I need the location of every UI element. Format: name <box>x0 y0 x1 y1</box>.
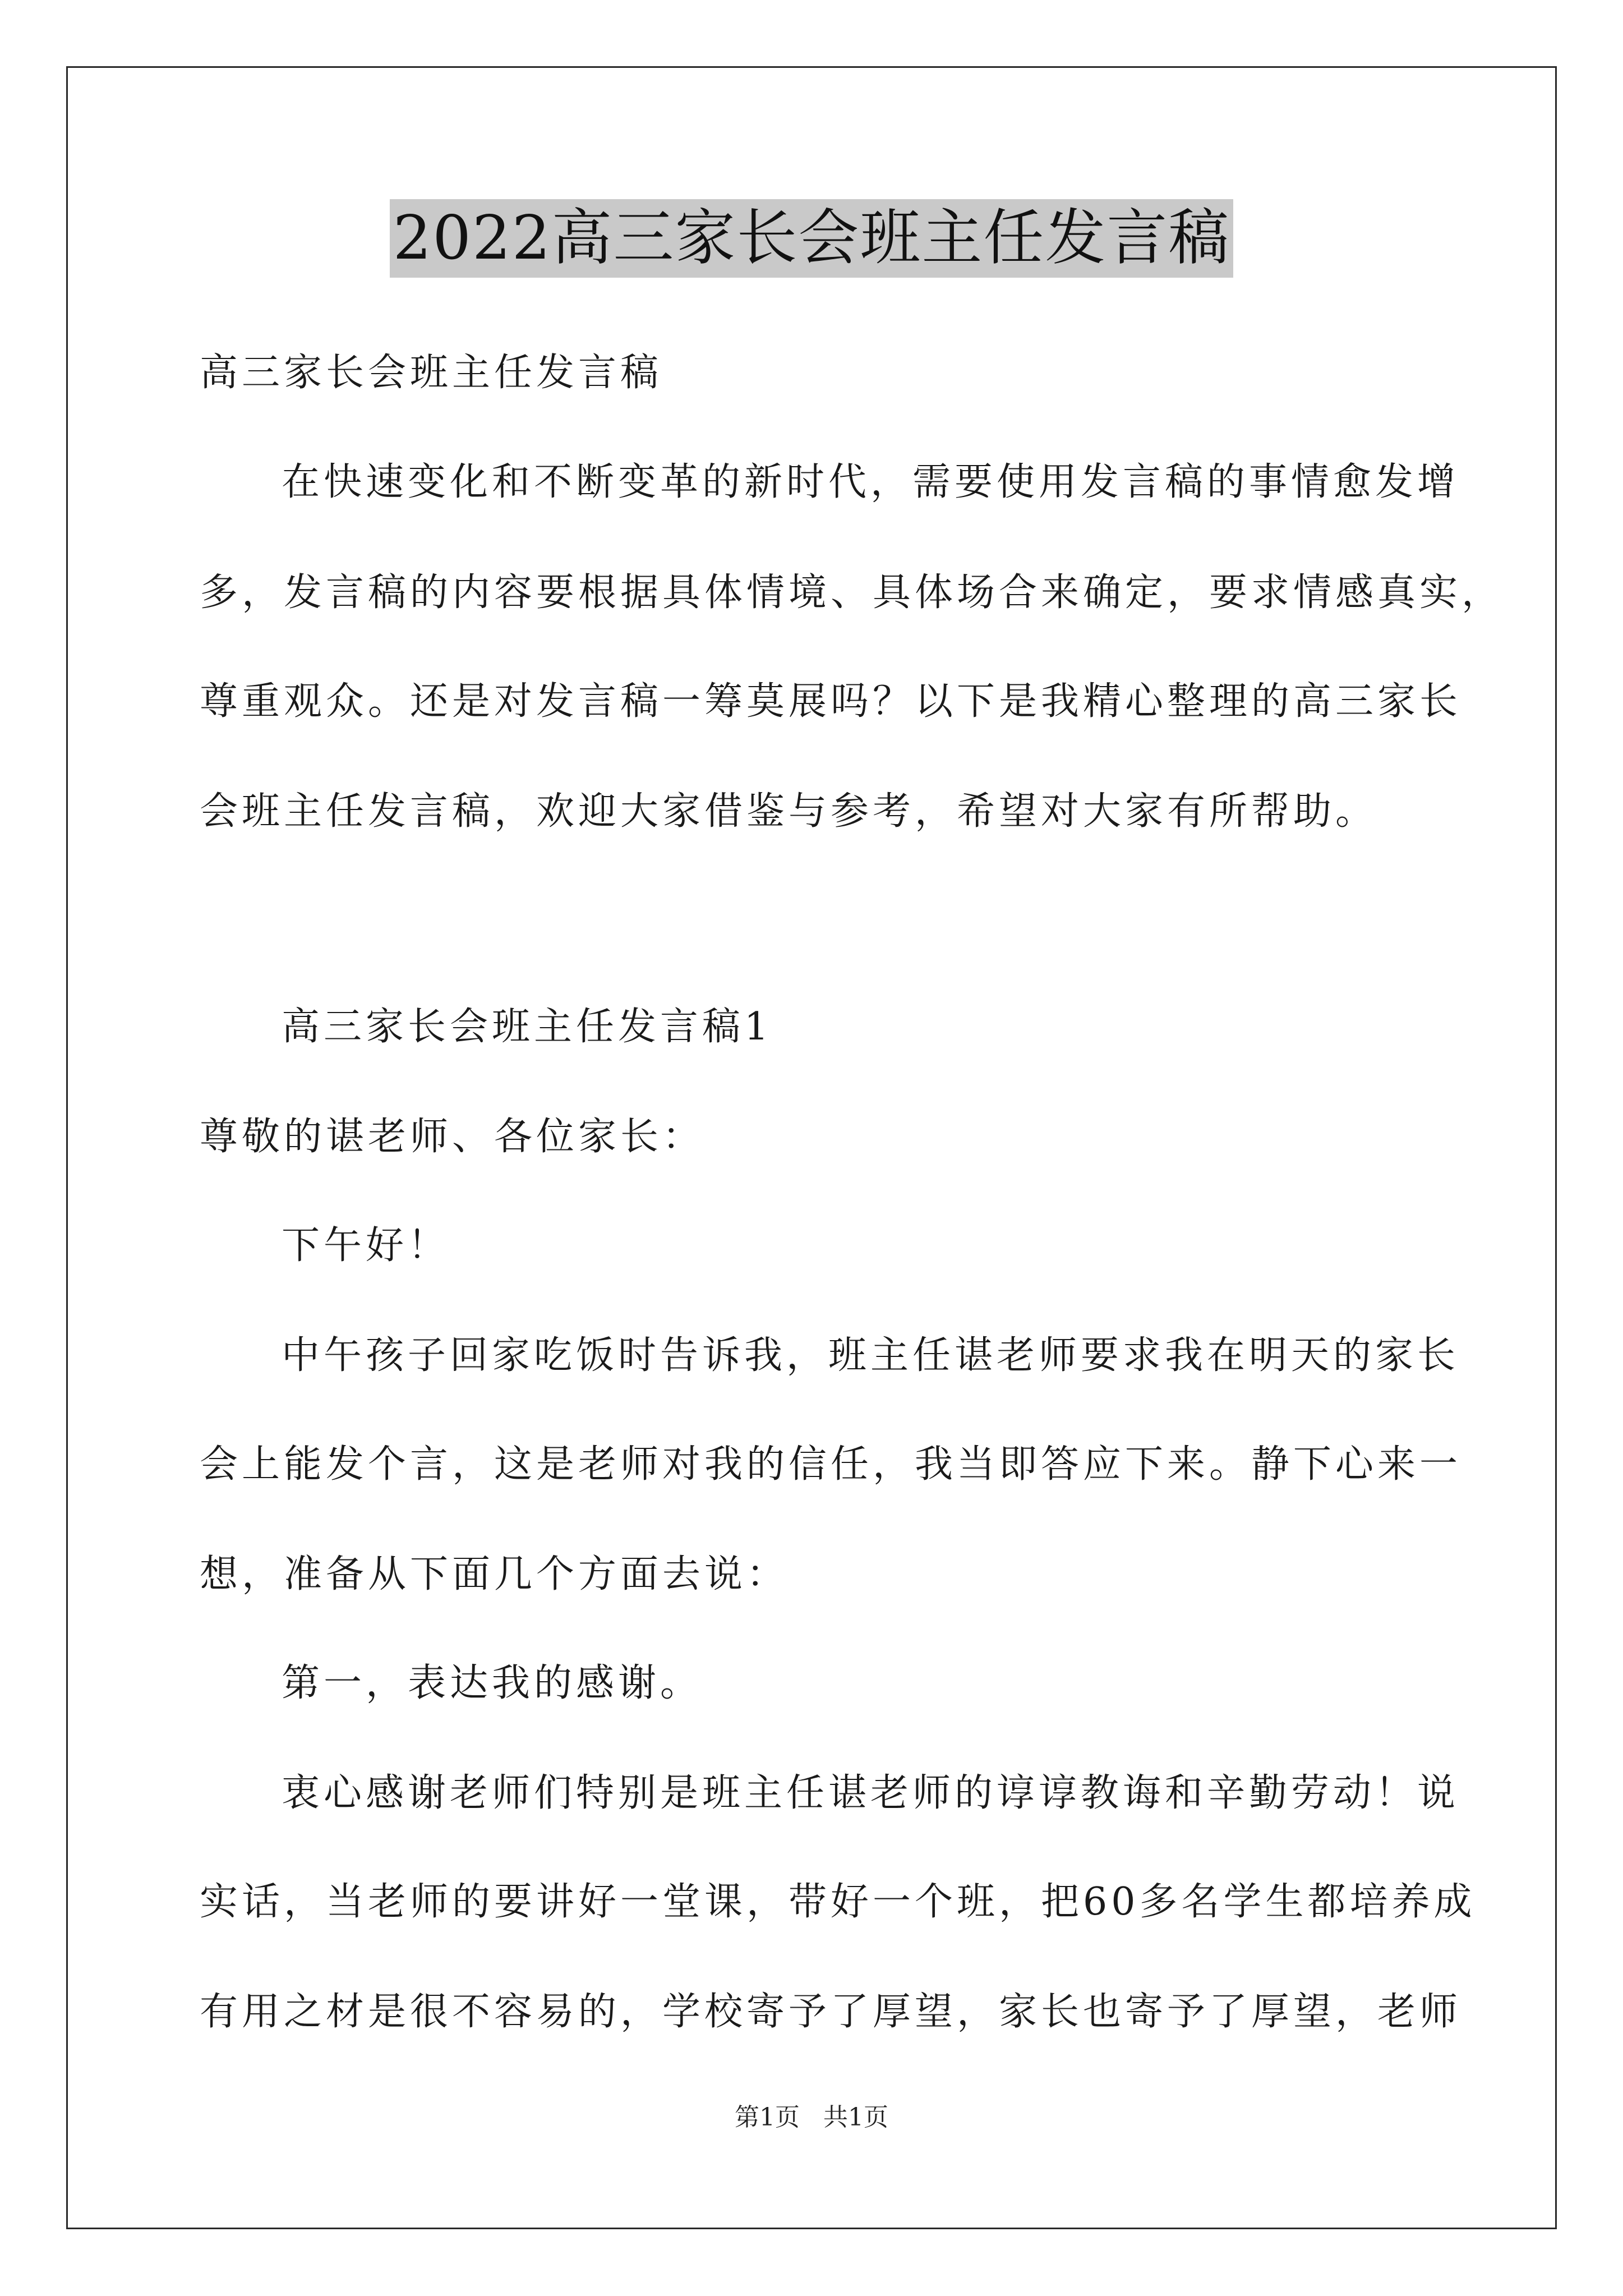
document-title: 2022高三家长会班主任发言稿 <box>390 199 1234 278</box>
intro-line: 尊重观众。还是对发言稿一筹莫展吗？以下是我精心整理的高三家长 <box>200 679 1462 724</box>
point-heading: 第一，表达我的感谢。 <box>282 1661 703 1705</box>
intro-line: 多，发言稿的内容要根据具体情境、具体场合来确定，要求情感真实， <box>200 570 1504 615</box>
salutation: 尊敬的谌老师、各位家长： <box>200 1115 705 1159</box>
paragraph-line: 想，准备从下面几个方面去说： <box>200 1552 789 1596</box>
document-subtitle: 高三家长会班主任发言稿 <box>200 351 663 395</box>
page-footer <box>0 2101 1623 2134</box>
paragraph-line: 中午孩子回家吃饭时告诉我，班主任谌老师要求我在明天的家长 <box>282 1333 1460 1378</box>
paragraph-line: 实话，当老师的要讲好一堂课，带好一个班，把60多名学生都培养成 <box>200 1880 1476 1924</box>
paragraph-line: 会上能发个言，这是老师对我的信任，我当即答应下来。静下心来一 <box>200 1442 1462 1487</box>
page-total: 共1页 <box>823 2103 888 2132</box>
greeting: 下午好！ <box>282 1223 450 1268</box>
title-container <box>0 199 1623 278</box>
intro-line: 在快速变化和不断变革的新时代，需要使用发言稿的事情愈发增 <box>282 460 1460 504</box>
paragraph-line: 衷心感谢老师们特别是班主任谌老师的谆谆教诲和辛勤劳动！说 <box>282 1771 1460 1815</box>
intro-line: 会班主任发言稿，欢迎大家借鉴与参考，希望对大家有所帮助。 <box>200 789 1378 834</box>
paragraph-line: 有用之材是很不容易的，学校寄予了厚望，家长也寄予了厚望，老师 <box>200 1990 1462 2034</box>
section-heading: 高三家长会班主任发言稿1 <box>282 1005 773 1049</box>
page-number: 第1页 <box>735 2103 800 2132</box>
